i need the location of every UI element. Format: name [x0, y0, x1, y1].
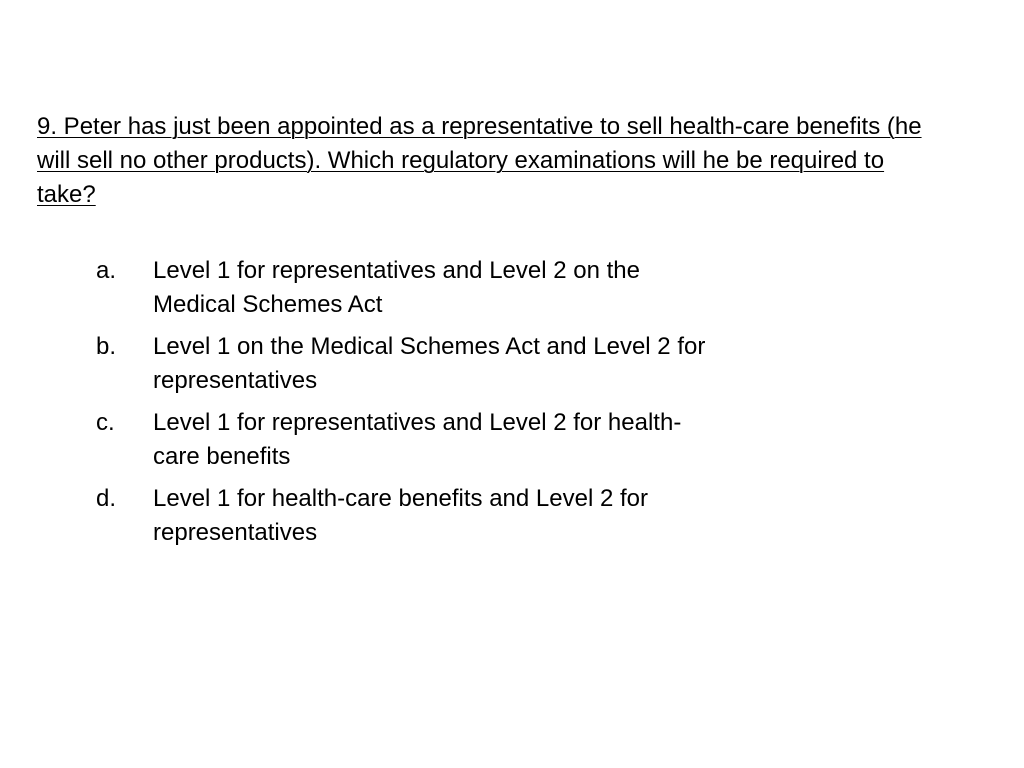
option-text: Level 1 on the Medical Schemes Act and Level 2 for representatives: [153, 333, 706, 394]
option-letter: b.: [96, 333, 117, 360]
option-letter: a.: [96, 257, 117, 284]
answer-option-a: [90, 254, 710, 322]
option-text: Level 1 for representatives and Level 2 for health-care benefits: [153, 409, 682, 470]
answer-options-list: [90, 254, 710, 558]
option-text: Level 1 for health-care benefits and Level 2 for representatives: [153, 485, 648, 546]
option-letter: d.: [96, 485, 117, 512]
option-text: Level 1 for representatives and Level 2 on the Medical Schemes Act: [153, 257, 640, 318]
answer-option-d: [90, 482, 710, 550]
question-text: 9. Peter has just been appointed as a representative to sell health-care benefits (he will sell no other products). Which regulatory examinations will he be required to take?: [37, 113, 922, 208]
answer-option-c: [90, 406, 710, 474]
option-letter: c.: [96, 409, 115, 436]
answer-option-b: [90, 330, 710, 398]
